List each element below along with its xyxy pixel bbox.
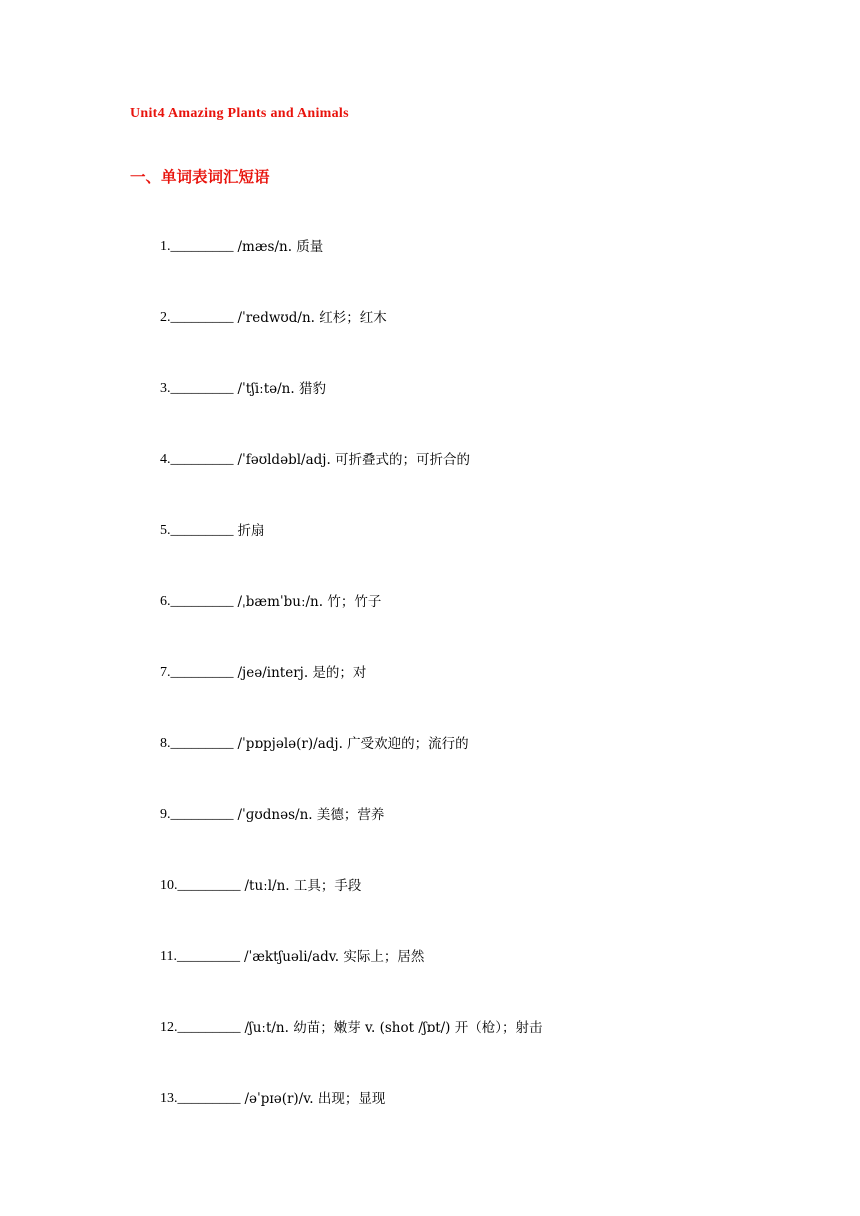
item-definition: /ˈredwʊd/n. 红杉；红木 <box>237 310 387 326</box>
item-number: 12. <box>160 1020 178 1035</box>
answer-blank: _________ <box>170 452 234 467</box>
vocabulary-item-5 <box>160 520 542 591</box>
item-number: 5. <box>160 523 171 538</box>
answer-blank: _________ <box>170 381 234 396</box>
item-number: 9. <box>160 807 171 822</box>
vocabulary-item-9 <box>160 804 542 875</box>
vocabulary-list <box>160 236 542 1159</box>
vocabulary-item-10 <box>160 875 542 946</box>
answer-blank: _________ <box>170 594 234 609</box>
item-number: 8. <box>160 736 171 751</box>
answer-blank: _________ <box>177 1091 241 1106</box>
vocabulary-item-1 <box>160 236 542 307</box>
item-number: 6. <box>160 594 171 609</box>
item-definition: /ˈfəʊldəbl/adj. 可折叠式的；可折合的 <box>237 452 471 468</box>
item-number: 1. <box>160 239 171 254</box>
item-definition: /ˌbæmˈbuː/n. 竹；竹子 <box>237 594 382 610</box>
item-number: 13. <box>160 1091 178 1106</box>
answer-blank: _________ <box>176 949 240 964</box>
vocabulary-item-8 <box>160 733 542 804</box>
item-definition: /ˈæktʃuəli/adv. 实际上；居然 <box>243 949 425 965</box>
vocabulary-item-7 <box>160 662 542 733</box>
item-number: 2. <box>160 310 171 325</box>
document-title: Unit4 Amazing Plants and Animals <box>130 106 349 121</box>
answer-blank: _________ <box>177 878 241 893</box>
item-definition: /ˈtʃiːtə/n. 猎豹 <box>237 381 326 397</box>
answer-blank: _________ <box>170 239 234 254</box>
item-definition: /mæs/n. 质量 <box>237 239 324 255</box>
vocabulary-item-3 <box>160 378 542 449</box>
item-definition: 折扇 <box>237 523 265 539</box>
item-definition: /ʃuːt/n. 幼苗；嫩芽 v. (shot /ʃɒt/) 开（枪）；射击 <box>244 1020 543 1036</box>
item-definition: /əˈpɪə(r)/v. 出现；显现 <box>244 1091 386 1107</box>
vocabulary-item-6 <box>160 591 542 662</box>
answer-blank: _________ <box>177 1020 241 1035</box>
answer-blank: _________ <box>170 523 234 538</box>
vocabulary-item-2 <box>160 307 542 378</box>
answer-blank: _________ <box>170 310 234 325</box>
item-number: 11. <box>160 949 177 964</box>
item-number: 3. <box>160 381 171 396</box>
answer-blank: _________ <box>170 807 234 822</box>
item-number: 7. <box>160 665 171 680</box>
vocabulary-item-11 <box>160 946 542 1017</box>
item-definition: /ˈpɒpjələ(r)/adj. 广受欢迎的；流行的 <box>237 736 469 752</box>
item-number: 4. <box>160 452 171 467</box>
section-heading: 一、单词表词汇短语 <box>130 168 270 186</box>
vocabulary-item-4 <box>160 449 542 520</box>
answer-blank: _________ <box>170 736 234 751</box>
item-definition: /jeə/interj. 是的；对 <box>237 665 367 681</box>
item-definition: /tuːl/n. 工具；手段 <box>244 878 362 894</box>
answer-blank: _________ <box>170 665 234 680</box>
vocabulary-item-12 <box>160 1017 542 1088</box>
vocabulary-item-13 <box>160 1088 542 1159</box>
item-definition: /ˈɡʊdnəs/n. 美德；营养 <box>237 807 385 823</box>
item-number: 10. <box>160 878 178 893</box>
